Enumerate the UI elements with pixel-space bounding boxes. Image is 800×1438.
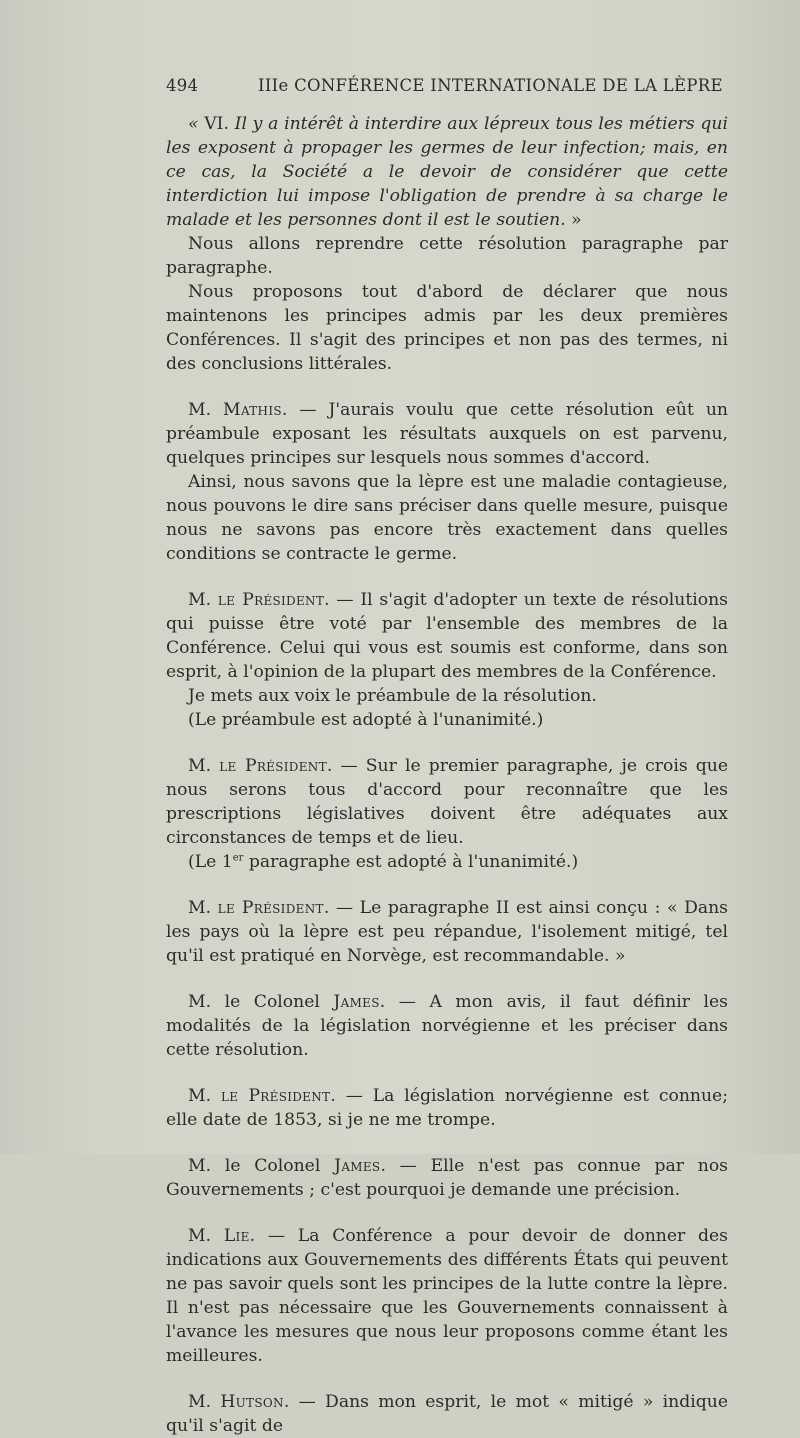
speech-president <box>166 588 728 684</box>
speaker-name: James <box>333 992 380 1012</box>
vote-note: (Le préambule est adopté à l'unanimité.) <box>188 710 544 730</box>
speech-text: . — Le paragraphe II est ainsi conçu : « Dans les pays où la lèpre est peu répandue, l'isolement mitigé, tel qu'il est pratiqué en Norvège, est recommandable. » <box>166 898 729 966</box>
body-text <box>166 112 728 1438</box>
speech-text: . — Elle n'est pas connue par nos Gouvernements ; c'est pourquoi je demande une précision. <box>166 1156 729 1200</box>
speech-text: . — J'aurais voulu que cette résolution eût un préambule exposant les résultats auxquels on est parvenu, quelques principes sur lesquels nous sommes d'accord. <box>166 400 728 468</box>
running-title: IIIe CONFÉRENCE INTERNATIONALE DE LA LÈPRE <box>258 76 723 95</box>
speech-lie <box>166 1224 728 1368</box>
speech-text: . — La législation norvégienne est connue; elle date de 1853, si je ne me trompe. <box>166 1086 729 1130</box>
ordinal-superscript: er <box>232 852 244 864</box>
quote-text: Il y a intérêt à interdire aux lépreux tous les métiers qui les exposent à propager les germes de leur infection; mais, en ce cas, la Société a le devoir de considérer que cette interdiction lui impose l'obligation de prendre à sa charge le malade et les personnes dont il est le soutien. <box>166 114 728 230</box>
speech-james <box>166 1154 728 1202</box>
speech-president <box>166 1084 728 1132</box>
speaker-prefix: M. <box>188 756 220 776</box>
speaker-prefix: M. <box>188 590 218 610</box>
speaker-prefix: M. le Colonel <box>188 992 334 1012</box>
speech-text: . — Dans mon esprit, le mot « mitigé » indique qu'il s'agit de <box>166 1392 728 1436</box>
speaker-prefix: M. <box>188 1392 221 1412</box>
speaker-name: le Président <box>217 590 325 610</box>
speaker-name: le Président <box>219 756 327 776</box>
quote-close: » <box>565 210 582 230</box>
speaker-prefix: M. <box>188 1226 224 1246</box>
paragraph: Nous proposons tout d'abord de déclarer que nous maintenons les principes admis par les deux premières Conférences. Il s'agit des principes et non pas des termes, ni des conclusions littérales. <box>166 282 728 374</box>
section-number: VI. <box>204 114 229 134</box>
speaker-name: le Président <box>220 1086 331 1106</box>
page-number: 494 <box>166 76 199 95</box>
speech-text: . — La Conférence a pour devoir de donner des indications aux Gouvernements des différents États qui peuvent ne pas savoir quels sont les principes de la lutte contre la lèpre. Il n'est pas nécessaire que les Gouvernements connaissent à l'avance les mesures que nous leur proposons comme étant les meilleures. <box>166 1226 728 1366</box>
vote-note-text: paragraphe est adopté à l'unanimité.) <box>243 852 579 872</box>
speech-mathis <box>166 398 728 470</box>
speech-text: . — Sur le premier paragraphe, je crois que nous serons tous d'accord pour reconnaître que les prescriptions législatives doivent être adéquates aux circonstances de temps et de lieu. <box>166 756 729 848</box>
paragraph: Nous allons reprendre cette résolution paragraphe par paragraphe. <box>166 234 728 278</box>
speaker-name: James <box>334 1156 381 1176</box>
speaker-prefix: M. <box>188 898 218 918</box>
speaker-prefix: M. <box>188 1086 221 1106</box>
speech-hutson <box>166 1390 728 1438</box>
speech-text: . — Il s'agit d'adopter un texte de résolutions qui puisse être voté par l'ensemble des membres de la Conférence. Celui qui vous est soumis est conforme, dans son esprit, à l'opinion de la plupart des membres de la Conférence. <box>166 590 728 682</box>
speaker-prefix: M. <box>188 400 224 420</box>
speaker-name: le Président <box>217 898 324 918</box>
resolution-quote <box>166 112 728 232</box>
paragraph: Ainsi, nous savons que la lèpre est une maladie contagieuse, nous pouvons le dire sans préciser dans quelle mesure, puisque nous ne savons pas encore très exactement dans quelles conditions se contracte le germe. <box>166 472 728 564</box>
speech-president <box>166 896 728 968</box>
speech-president <box>166 754 728 850</box>
speaker-name: Hutson <box>220 1392 284 1412</box>
quote-open: « <box>188 114 205 134</box>
speaker-prefix: M. le Colonel <box>188 1156 335 1176</box>
speech-james <box>166 990 728 1062</box>
paragraph: Je mets aux voix le préambule de la résolution. <box>188 686 597 706</box>
vote-note <box>166 850 728 874</box>
speech-text: . — A mon avis, il faut définir les modalités de la législation norvégienne et les préciser dans cette résolution. <box>166 992 729 1060</box>
speaker-name: Lie <box>223 1226 250 1246</box>
speaker-name: Mathis <box>223 400 282 420</box>
vote-note-text: (Le 1 <box>188 852 233 872</box>
